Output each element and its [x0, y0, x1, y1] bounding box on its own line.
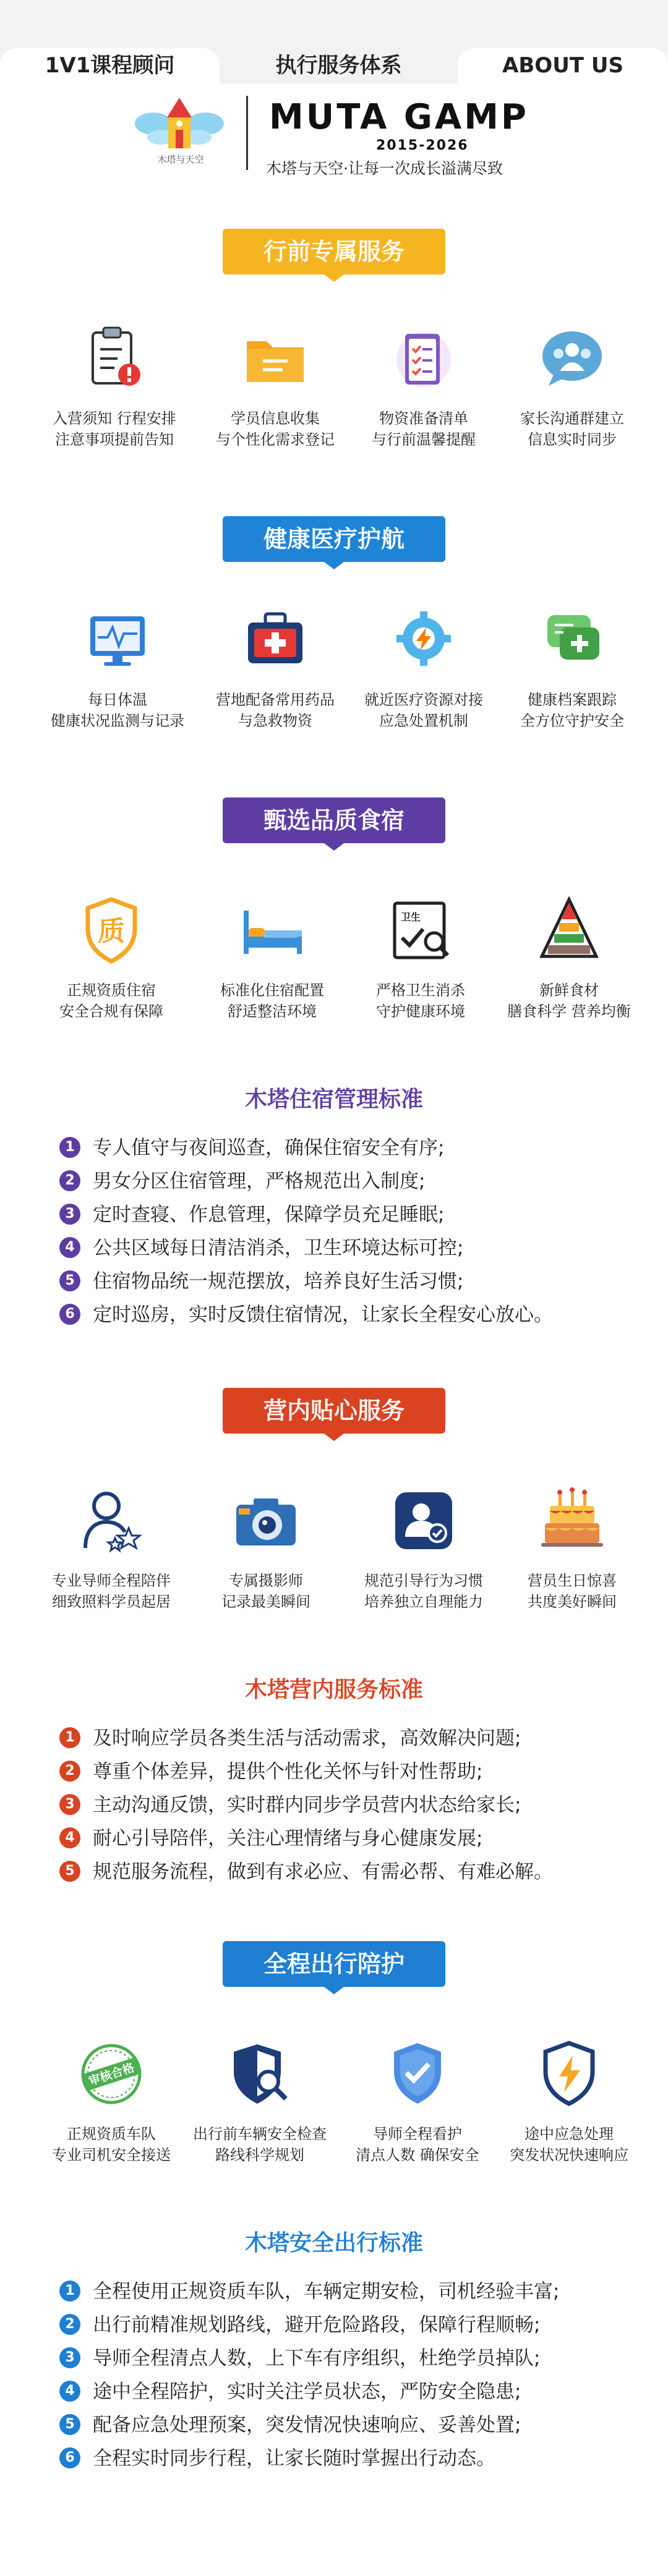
shield-check-icon — [380, 2037, 455, 2111]
hygiene-label: 卫生 — [400, 911, 421, 923]
care-standard-list — [59, 1722, 653, 1889]
travel-item-2: 出行前车辆安全检查 路线科学规划 — [173, 2037, 346, 2166]
list-item: 3 主动沟通反馈，实时群内同步学员营内状态给家长; — [59, 1788, 653, 1822]
section-badge-care: 营内贴心服务 — [223, 1388, 445, 1441]
list-item: 5 住宿物品统一规范摆放，培养良好生活习惯; — [59, 1265, 653, 1298]
care-item-1: 专业导师全程陪伴 细致照料学员起居 — [28, 1484, 195, 1612]
camera-icon — [229, 1484, 303, 1558]
brand-header — [0, 83, 668, 189]
lodging-standard-list — [59, 1131, 653, 1332]
list-item: 5 配备应急处理预案，突发情况快速响应、妥善处置; — [59, 2408, 653, 2442]
lodging-item-1: 质 正规资质住宿 安全合规有保障 — [28, 893, 195, 1022]
list-item: 3 定时查寝、作息管理，保障学员充足睡眠; — [59, 1198, 653, 1231]
medical-kit-icon — [238, 603, 312, 677]
travel-item-3: 导师全程看护 清点人数 确保安全 — [334, 2037, 501, 2166]
section-badge-lodging: 甄选品质食宿 — [223, 797, 445, 851]
birthday-cake-icon — [535, 1484, 609, 1558]
section-badge-travel: 全程出行陪护 — [223, 1941, 445, 1994]
list-item: 5 规范服务流程，做到有求必应、有需必帮、有难必解。 — [59, 1855, 653, 1889]
header-divider — [246, 96, 248, 170]
pre-trip-item-4: 家长沟通群建立 信息实时同步 — [489, 321, 656, 450]
stamp-label: 审核合格 — [87, 2060, 136, 2089]
food-pyramid-icon — [532, 893, 606, 967]
care-item-3: 规范引导行为习惯 培养独立自理能力 — [340, 1484, 507, 1612]
health-item-2: 营地配备常用药品 与急救物资 — [192, 603, 359, 731]
shield-bolt-icon — [532, 2037, 606, 2111]
list-item: 1 全程使用正规资质车队，车辆定期安检，司机经验丰富; — [59, 2275, 653, 2308]
lodging-item-4: 新鲜食材 膳食科学 营养均衡 — [486, 893, 653, 1022]
hygiene-check-icon — [383, 893, 458, 967]
health-item-3: 就近医疗资源对接 应急处置机制 — [340, 603, 507, 731]
list-item: 3 导师全程清点人数，上下车有序组织，杜绝学员掉队; — [59, 2342, 653, 2375]
list-item: 1 及时响应学员各类生活与活动需求，高效解决问题; — [59, 1722, 653, 1755]
travel-standard-list — [59, 2275, 653, 2475]
shield-search-icon — [223, 2037, 297, 2111]
lodging-item-3: 卫生 严格卫生消杀 守护健康环境 — [337, 893, 504, 1022]
user-check-icon — [387, 1484, 461, 1558]
tab-course-advisor[interactable]: 1V1课程顾问 — [0, 48, 220, 83]
care-item-4: 营员生日惊喜 共度美好瞬间 — [489, 1484, 656, 1612]
folder-icon — [238, 321, 312, 396]
care-standard-title: 木塔营内服务标准 — [244, 1677, 423, 1702]
health-item-1: 每日体温 健康状况监测与记录 — [34, 603, 201, 731]
mentor-stars-icon — [74, 1484, 148, 1558]
list-item: 1 专人值守与夜间巡查，确保住宿安全有序; — [59, 1131, 653, 1165]
list-item: 4 途中全程陪护，实时关注学员状态，严防安全隐患; — [59, 2375, 653, 2408]
monitor-pulse-icon — [80, 603, 155, 677]
top-tab-bar — [0, 0, 668, 83]
pre-trip-item-2: 学员信息收集 与个性化需求登记 — [192, 321, 359, 450]
svg-text:质: 质 — [98, 916, 125, 947]
gear-bolt-icon — [387, 603, 461, 677]
health-record-icon — [535, 603, 609, 677]
list-item: 6 全程实时同步行程，让家长随时掌握出行动态。 — [59, 2442, 653, 2475]
section-badge-health: 健康医疗护航 — [223, 516, 445, 569]
pre-trip-item-3: 物资准备清单 与行前温馨提醒 — [340, 321, 507, 450]
list-item: 4 公共区域每日清洁消杀，卫生环境达标可控; — [59, 1231, 653, 1265]
clipboard-alert-icon — [77, 321, 152, 396]
muta-logo-icon — [130, 93, 229, 179]
brand-name: MUTA GAMP — [269, 97, 529, 137]
health-item-4: 健康档案跟踪 全方位守护安全 — [489, 603, 656, 731]
brand-years: 2015-2026 — [376, 138, 469, 153]
bed-icon — [235, 893, 309, 967]
care-item-2: 专属摄影师 记录最美瞬间 — [182, 1484, 349, 1612]
list-item: 6 定时巡房，实时反馈住宿情况，让家长全程安心放心。 — [59, 1298, 653, 1332]
checklist-icon — [387, 321, 461, 396]
lodging-standard-title: 木塔住宿管理标准 — [244, 1087, 423, 1112]
section-badge-pre-trip: 行前专属服务 — [223, 229, 445, 282]
list-item: 2 男女分区住宿管理，严格规范出入制度; — [59, 1165, 653, 1198]
travel-item-1: 审核合格 正规资质车队 专业司机安全接送 — [28, 2037, 195, 2166]
qualified-stamp-icon — [74, 2037, 148, 2111]
tab-about-us[interactable]: ABOUT US — [458, 48, 668, 83]
list-item: 4 耐心引导陪伴，关注心理情绪与身心健康发展; — [59, 1822, 653, 1855]
lodging-item-2: 标准化住宿配置 舒适整洁环境 — [189, 893, 356, 1022]
list-item: 2 出行前精准规划路线，避开危险路段，保障行程顺畅; — [59, 2308, 653, 2342]
group-chat-icon — [535, 321, 609, 396]
tab-service-system[interactable]: 执行服务体系 — [220, 48, 458, 83]
list-item: 2 尊重个体差异，提供个性化关怀与针对性帮助; — [59, 1755, 653, 1788]
travel-standard-title: 木塔安全出行标准 — [244, 2230, 423, 2256]
pre-trip-item-1: 入营须知 行程安排 注意事项提前告知 — [31, 321, 198, 450]
quality-shield-icon — [74, 893, 148, 967]
brand-slogan: 木塔与天空·让每一次成长溢满尽致 — [266, 159, 503, 177]
travel-item-4: 途中应急处理 突发状况快速响应 — [486, 2037, 653, 2166]
logo-caption: 木塔与天空 — [157, 154, 204, 165]
